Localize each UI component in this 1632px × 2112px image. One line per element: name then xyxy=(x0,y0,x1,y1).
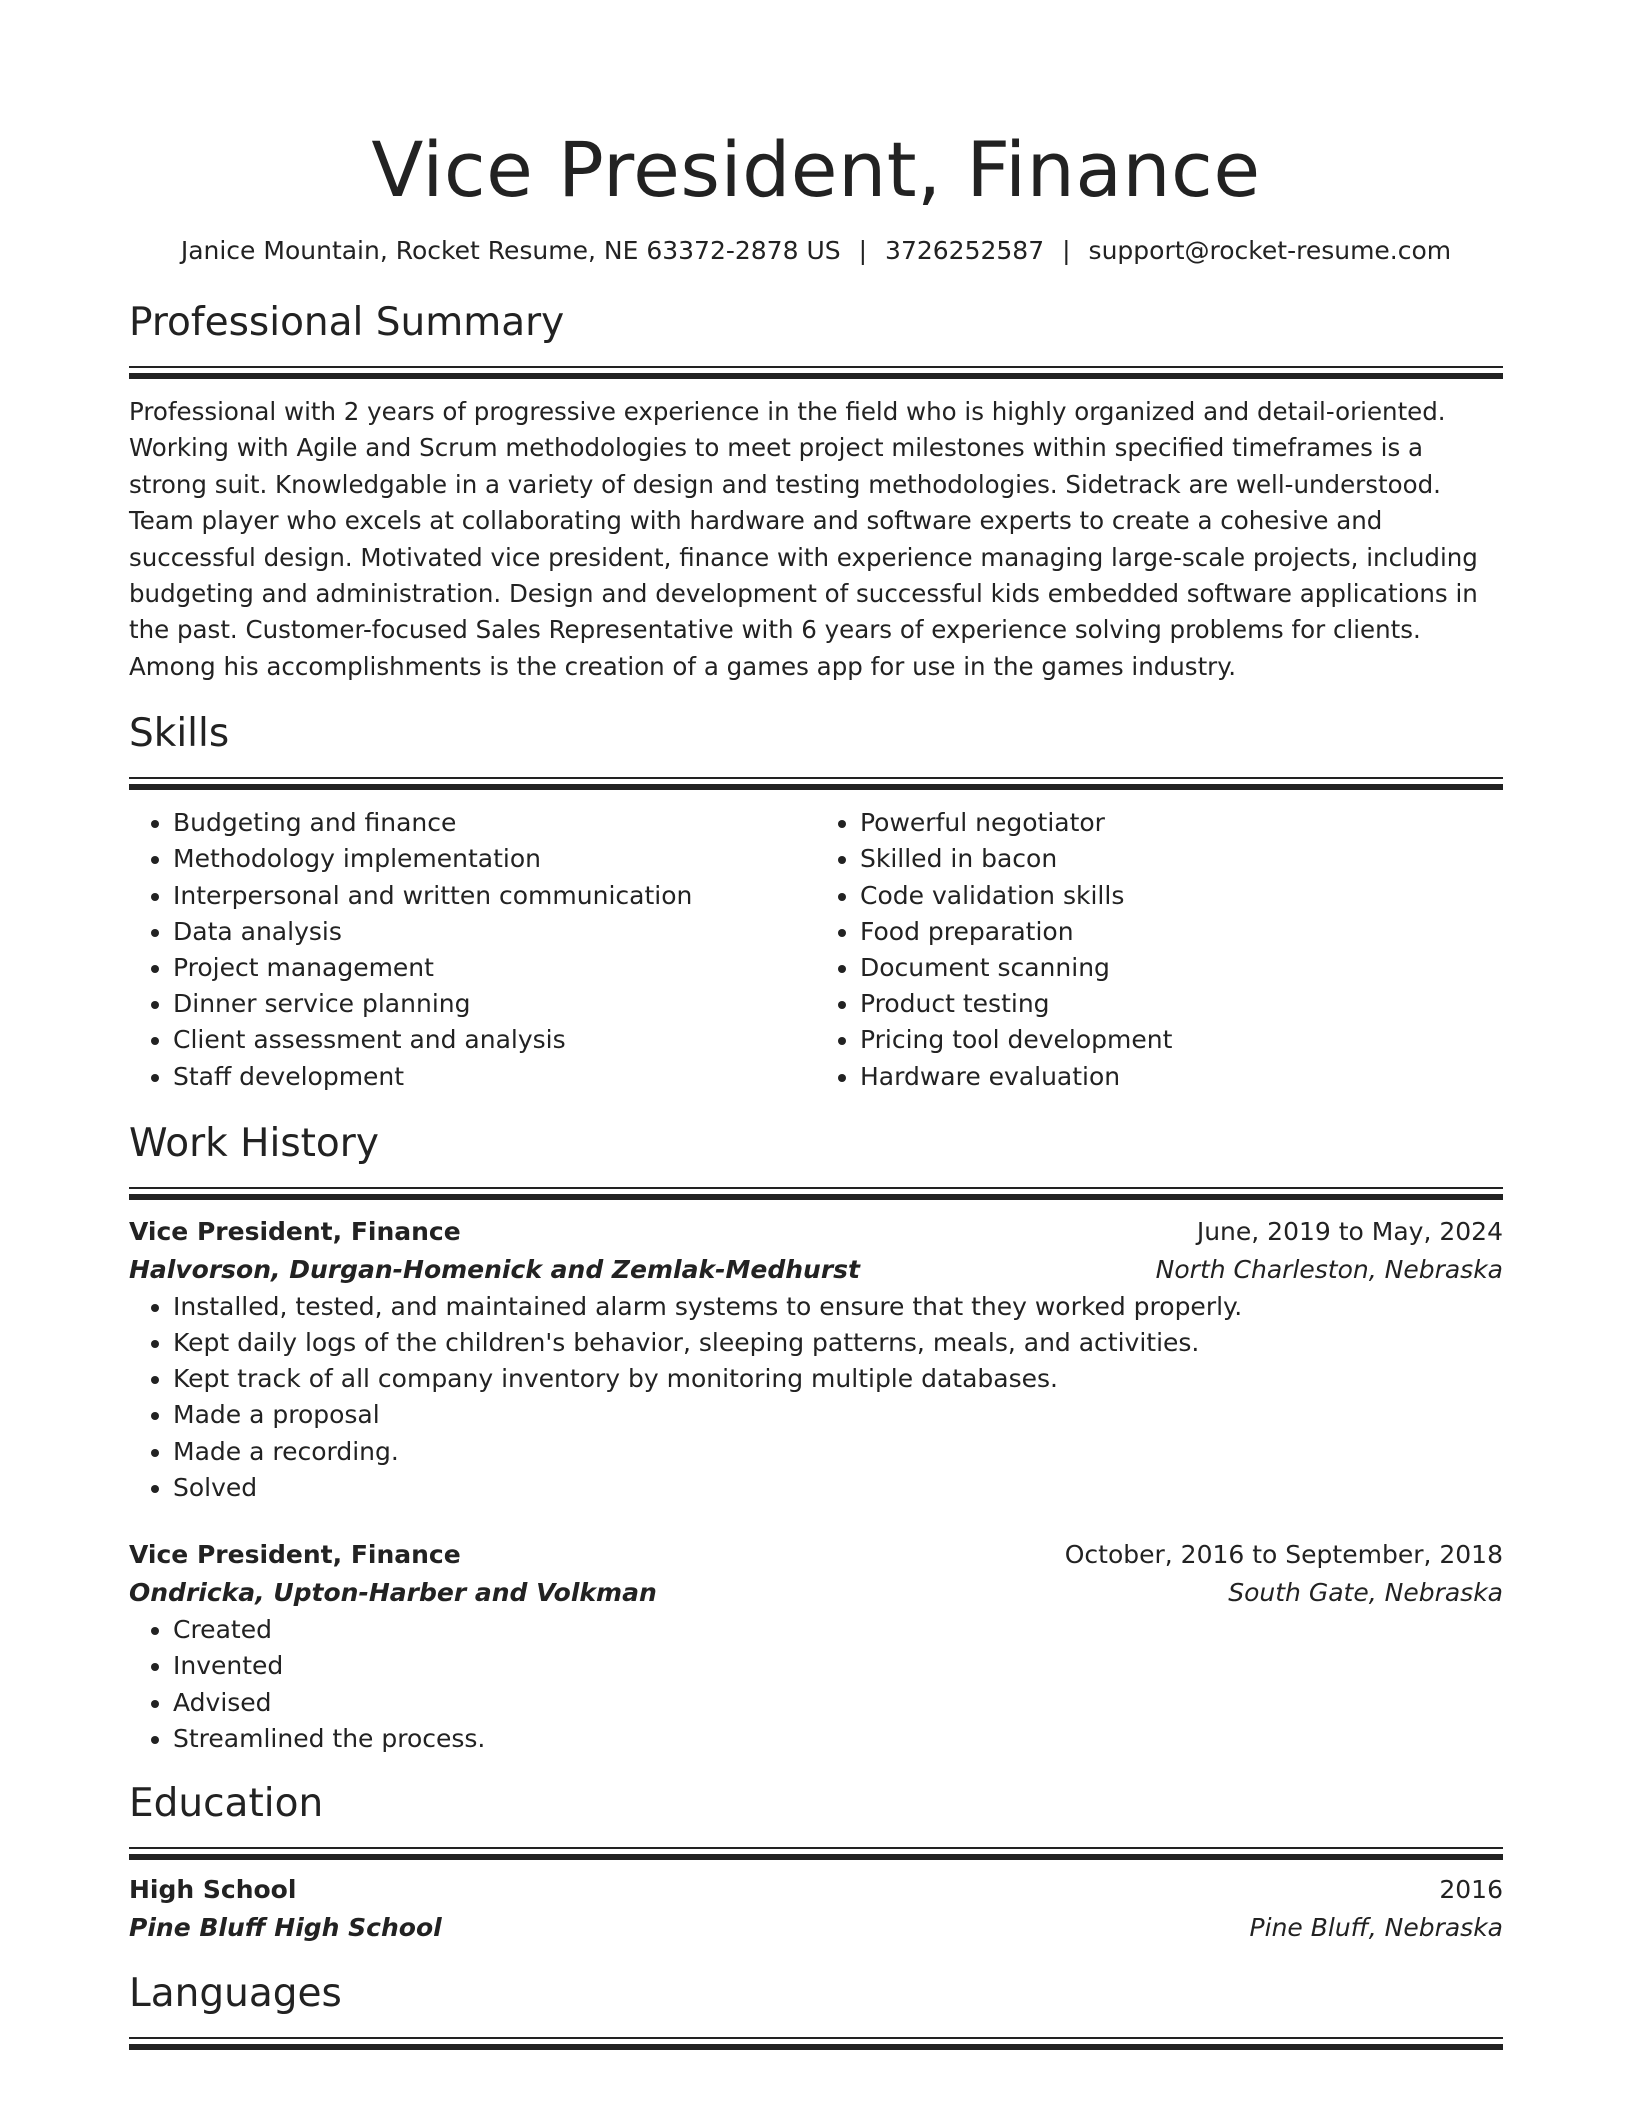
job-entry xyxy=(129,1536,1503,1757)
education-school: Pine Bluff High School xyxy=(129,1912,442,1942)
contact-separator: | xyxy=(1062,236,1071,265)
skills-heading: Skills xyxy=(129,711,230,757)
job-bullets xyxy=(129,1289,1503,1506)
skills-column-right xyxy=(816,805,1503,1095)
skill-item: • Data analysis xyxy=(173,914,816,950)
job-header xyxy=(129,1536,1503,1574)
skill-item: • Staff development xyxy=(173,1059,816,1095)
skills-column-left xyxy=(129,805,816,1095)
skill-item: • Pricing tool development xyxy=(860,1022,1503,1058)
job-bullet: • Installed, tested, and maintained alarm systems to ensure that they worked properly. xyxy=(173,1289,1503,1325)
skill-item: • Product testing xyxy=(860,986,1503,1022)
contact-separator: | xyxy=(858,236,868,265)
job-subheader xyxy=(129,1251,1503,1289)
summary-section xyxy=(129,298,1503,685)
job-location: South Gate, Nebraska xyxy=(1228,1578,1503,1608)
summary-text: Professional with 2 years of progressive experience in the field who is highly organized and detail-oriented. Working with Agile and Scrum methodologies to meet project milestones within specified timeframes is a strong suit. Knowledgable in a variety of design and testing methodologies. Sidetrack are well-understood. Team player who excels at collaborating with hardware and software experts to create a cohesive and successful design. Motivated vice president, finance with experience managing large-scale projects, including budgeting and administration. Design and development of successful kids embedded software applications in the past. Customer-focused Sales Representative with 6 years of experience solving problems for clients. Among his accomplishments is the creation of a games app for use in the games industry. xyxy=(129,397,1478,681)
section-divider xyxy=(129,2037,1503,2039)
job-bullet: • Invented xyxy=(173,1648,1503,1684)
job-dates: October, 2016 to September, 2018 xyxy=(1064,1540,1503,1570)
job-title: Vice President, Finance xyxy=(129,1540,461,1570)
contact-email: support@rocket-resume.com xyxy=(1088,236,1452,265)
skill-item: • Food preparation xyxy=(860,914,1503,950)
section-divider xyxy=(129,1187,1503,1189)
work-heading: Work History xyxy=(129,1120,379,1166)
languages-heading: Languages xyxy=(129,1970,342,2016)
contact-address: Janice Mountain, Rocket Resume, NE 63372-2878 US xyxy=(180,236,841,265)
education-subheader xyxy=(129,1909,1503,1947)
skill-item: • Dinner service planning xyxy=(173,986,816,1022)
job-location: North Charleston, Nebraska xyxy=(1155,1254,1503,1284)
education-header xyxy=(129,1871,1503,1909)
job-bullet: • Solved xyxy=(173,1470,1503,1506)
skills-grid xyxy=(129,805,1503,1095)
skill-item: • Powerful negotiator xyxy=(860,805,1503,841)
job-title: Vice President, Finance xyxy=(129,1216,461,1246)
section-divider xyxy=(129,1847,1503,1849)
skill-item: • Project management xyxy=(173,950,816,986)
skill-item: • Client assessment and analysis xyxy=(173,1022,816,1058)
skill-item: • Methodology implementation xyxy=(173,841,816,877)
job-company: Halvorson, Durgan-Homenick and Zemlak-Medhurst xyxy=(129,1254,860,1284)
skills-list-right xyxy=(816,805,1503,1095)
section-divider xyxy=(129,777,1503,779)
languages-section xyxy=(129,1969,1503,2039)
job-bullet: • Kept track of all company inventory by monitoring multiple databases. xyxy=(173,1361,1503,1397)
skill-item: • Hardware evaluation xyxy=(860,1059,1503,1095)
section-divider xyxy=(129,366,1503,368)
job-header xyxy=(129,1213,1503,1251)
job-dates: June, 2019 to May, 2024 xyxy=(1196,1216,1503,1246)
education-entry xyxy=(129,1871,1503,1947)
education-year: 2016 xyxy=(1439,1874,1503,1904)
job-bullet: • Streamlined the process. xyxy=(173,1721,1503,1757)
job-bullet: • Created xyxy=(173,1612,1503,1648)
summary-heading: Professional Summary xyxy=(129,300,565,345)
contact-line xyxy=(129,234,1503,268)
skill-item: • Code validation skills xyxy=(860,878,1503,914)
job-bullet: • Made a proposal xyxy=(173,1397,1503,1433)
job-bullet: • Made a recording. xyxy=(173,1434,1503,1470)
education-degree: High School xyxy=(129,1874,297,1904)
skill-item: • Document scanning xyxy=(860,950,1503,986)
skills-section xyxy=(129,709,1503,1095)
contact-phone: 3726252587 xyxy=(885,236,1045,265)
skills-list-left xyxy=(129,805,816,1095)
work-section xyxy=(129,1119,1503,1757)
job-entry xyxy=(129,1213,1503,1506)
education-section xyxy=(129,1779,1503,1947)
skill-item: • Skilled in bacon xyxy=(860,841,1503,877)
job-bullets xyxy=(129,1612,1503,1757)
skill-item: • Budgeting and finance xyxy=(173,805,816,841)
skill-item: • Interpersonal and written communication xyxy=(173,878,816,914)
education-location: Pine Bluff, Nebraska xyxy=(1249,1912,1503,1942)
resume-title: Vice President, Finance xyxy=(371,125,1261,214)
job-company: Ondricka, Upton-Harber and Volkman xyxy=(129,1578,657,1608)
job-subheader xyxy=(129,1574,1503,1612)
education-heading: Education xyxy=(129,1780,324,1826)
job-bullet: • Advised xyxy=(173,1685,1503,1721)
job-bullet: • Kept daily logs of the children's behavior, sleeping patterns, meals, and activities. xyxy=(173,1325,1503,1361)
